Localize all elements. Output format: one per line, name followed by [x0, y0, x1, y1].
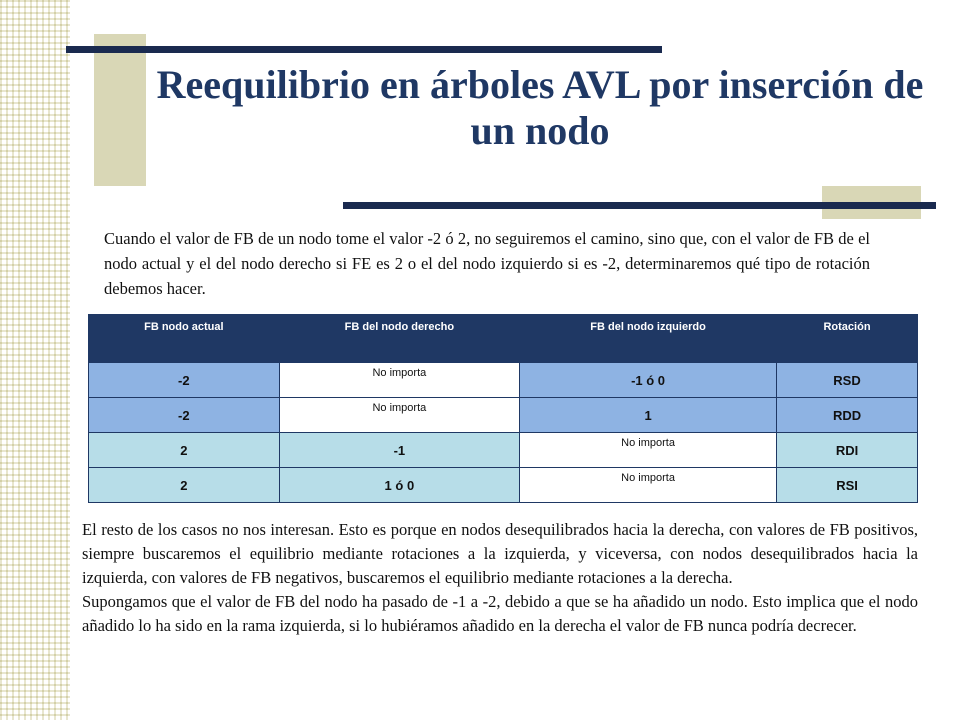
cell-fb-derecho: 1 ó 0 — [279, 468, 519, 503]
cell-fb-derecho: No importa — [279, 398, 519, 433]
intro-paragraph: Cuando el valor de FB de un nodo tome el valor -2 ó 2, no seguiremos el camino, sino que, con el valor de FB de el nodo actual y el del nodo derecho si FE es 2 o el del nodo izquierdo si es -2, determinaremos qué tipo de rotación debemos hacer. — [104, 229, 870, 298]
header-rotacion: Rotación — [777, 315, 918, 363]
header-fb-izquierdo: FB del nodo izquierdo — [520, 315, 777, 363]
table-row — [89, 433, 918, 468]
body-text — [82, 518, 918, 638]
cell-rotacion: RSD — [777, 363, 918, 398]
decorative-block-left — [94, 34, 146, 186]
cell-fb-actual: 2 — [89, 433, 280, 468]
cell-fb-actual: -2 — [89, 398, 280, 433]
table-row — [89, 398, 918, 433]
cell-fb-derecho: No importa — [279, 363, 519, 398]
cell-rotacion: RDI — [777, 433, 918, 468]
cell-fb-izquierdo: 1 — [520, 398, 777, 433]
header-fb-actual: FB nodo actual — [89, 315, 280, 363]
cell-fb-izquierdo: -1 ó 0 — [520, 363, 777, 398]
table-header-row — [89, 315, 918, 363]
header-fb-derecho: FB del nodo derecho — [279, 315, 519, 363]
table-row — [89, 363, 918, 398]
table-row — [89, 468, 918, 503]
decorative-line-bottom — [343, 202, 936, 209]
cell-rotacion: RDD — [777, 398, 918, 433]
slide-title: Reequilibrio en árboles AVL por inserción de un nodo — [156, 62, 924, 153]
paragraph-example: Supongamos que el valor de FB del nodo ha pasado de -1 a -2, debido a que se ha añadido un nodo. Esto implica que el nodo añadido lo ha sido en la rama izquierda, si lo hubiéramos añadido en la derecha el valor de FB nunca podría decrecer. — [82, 592, 918, 635]
rotation-table — [88, 314, 918, 503]
decorative-stripes — [0, 0, 70, 720]
cell-fb-izquierdo: No importa — [520, 468, 777, 503]
cell-fb-izquierdo: No importa — [520, 433, 777, 468]
cell-fb-derecho: -1 — [279, 433, 519, 468]
cell-rotacion: RSI — [777, 468, 918, 503]
cell-fb-actual: 2 — [89, 468, 280, 503]
decorative-line-top — [66, 46, 662, 53]
cell-fb-actual: -2 — [89, 363, 280, 398]
paragraph-cases: El resto de los casos no nos interesan. Esto es porque en nodos desequilibrados hacia la derecha, con valores de FB positivos, siempre buscaremos el equilibrio mediante rotaciones a la izquierda, y viceversa, con nodos desequilibrados hacia la izquierda, con valores de FB negativos, buscaremos el equilibrio mediante rotaciones a la derecha. — [82, 520, 918, 587]
